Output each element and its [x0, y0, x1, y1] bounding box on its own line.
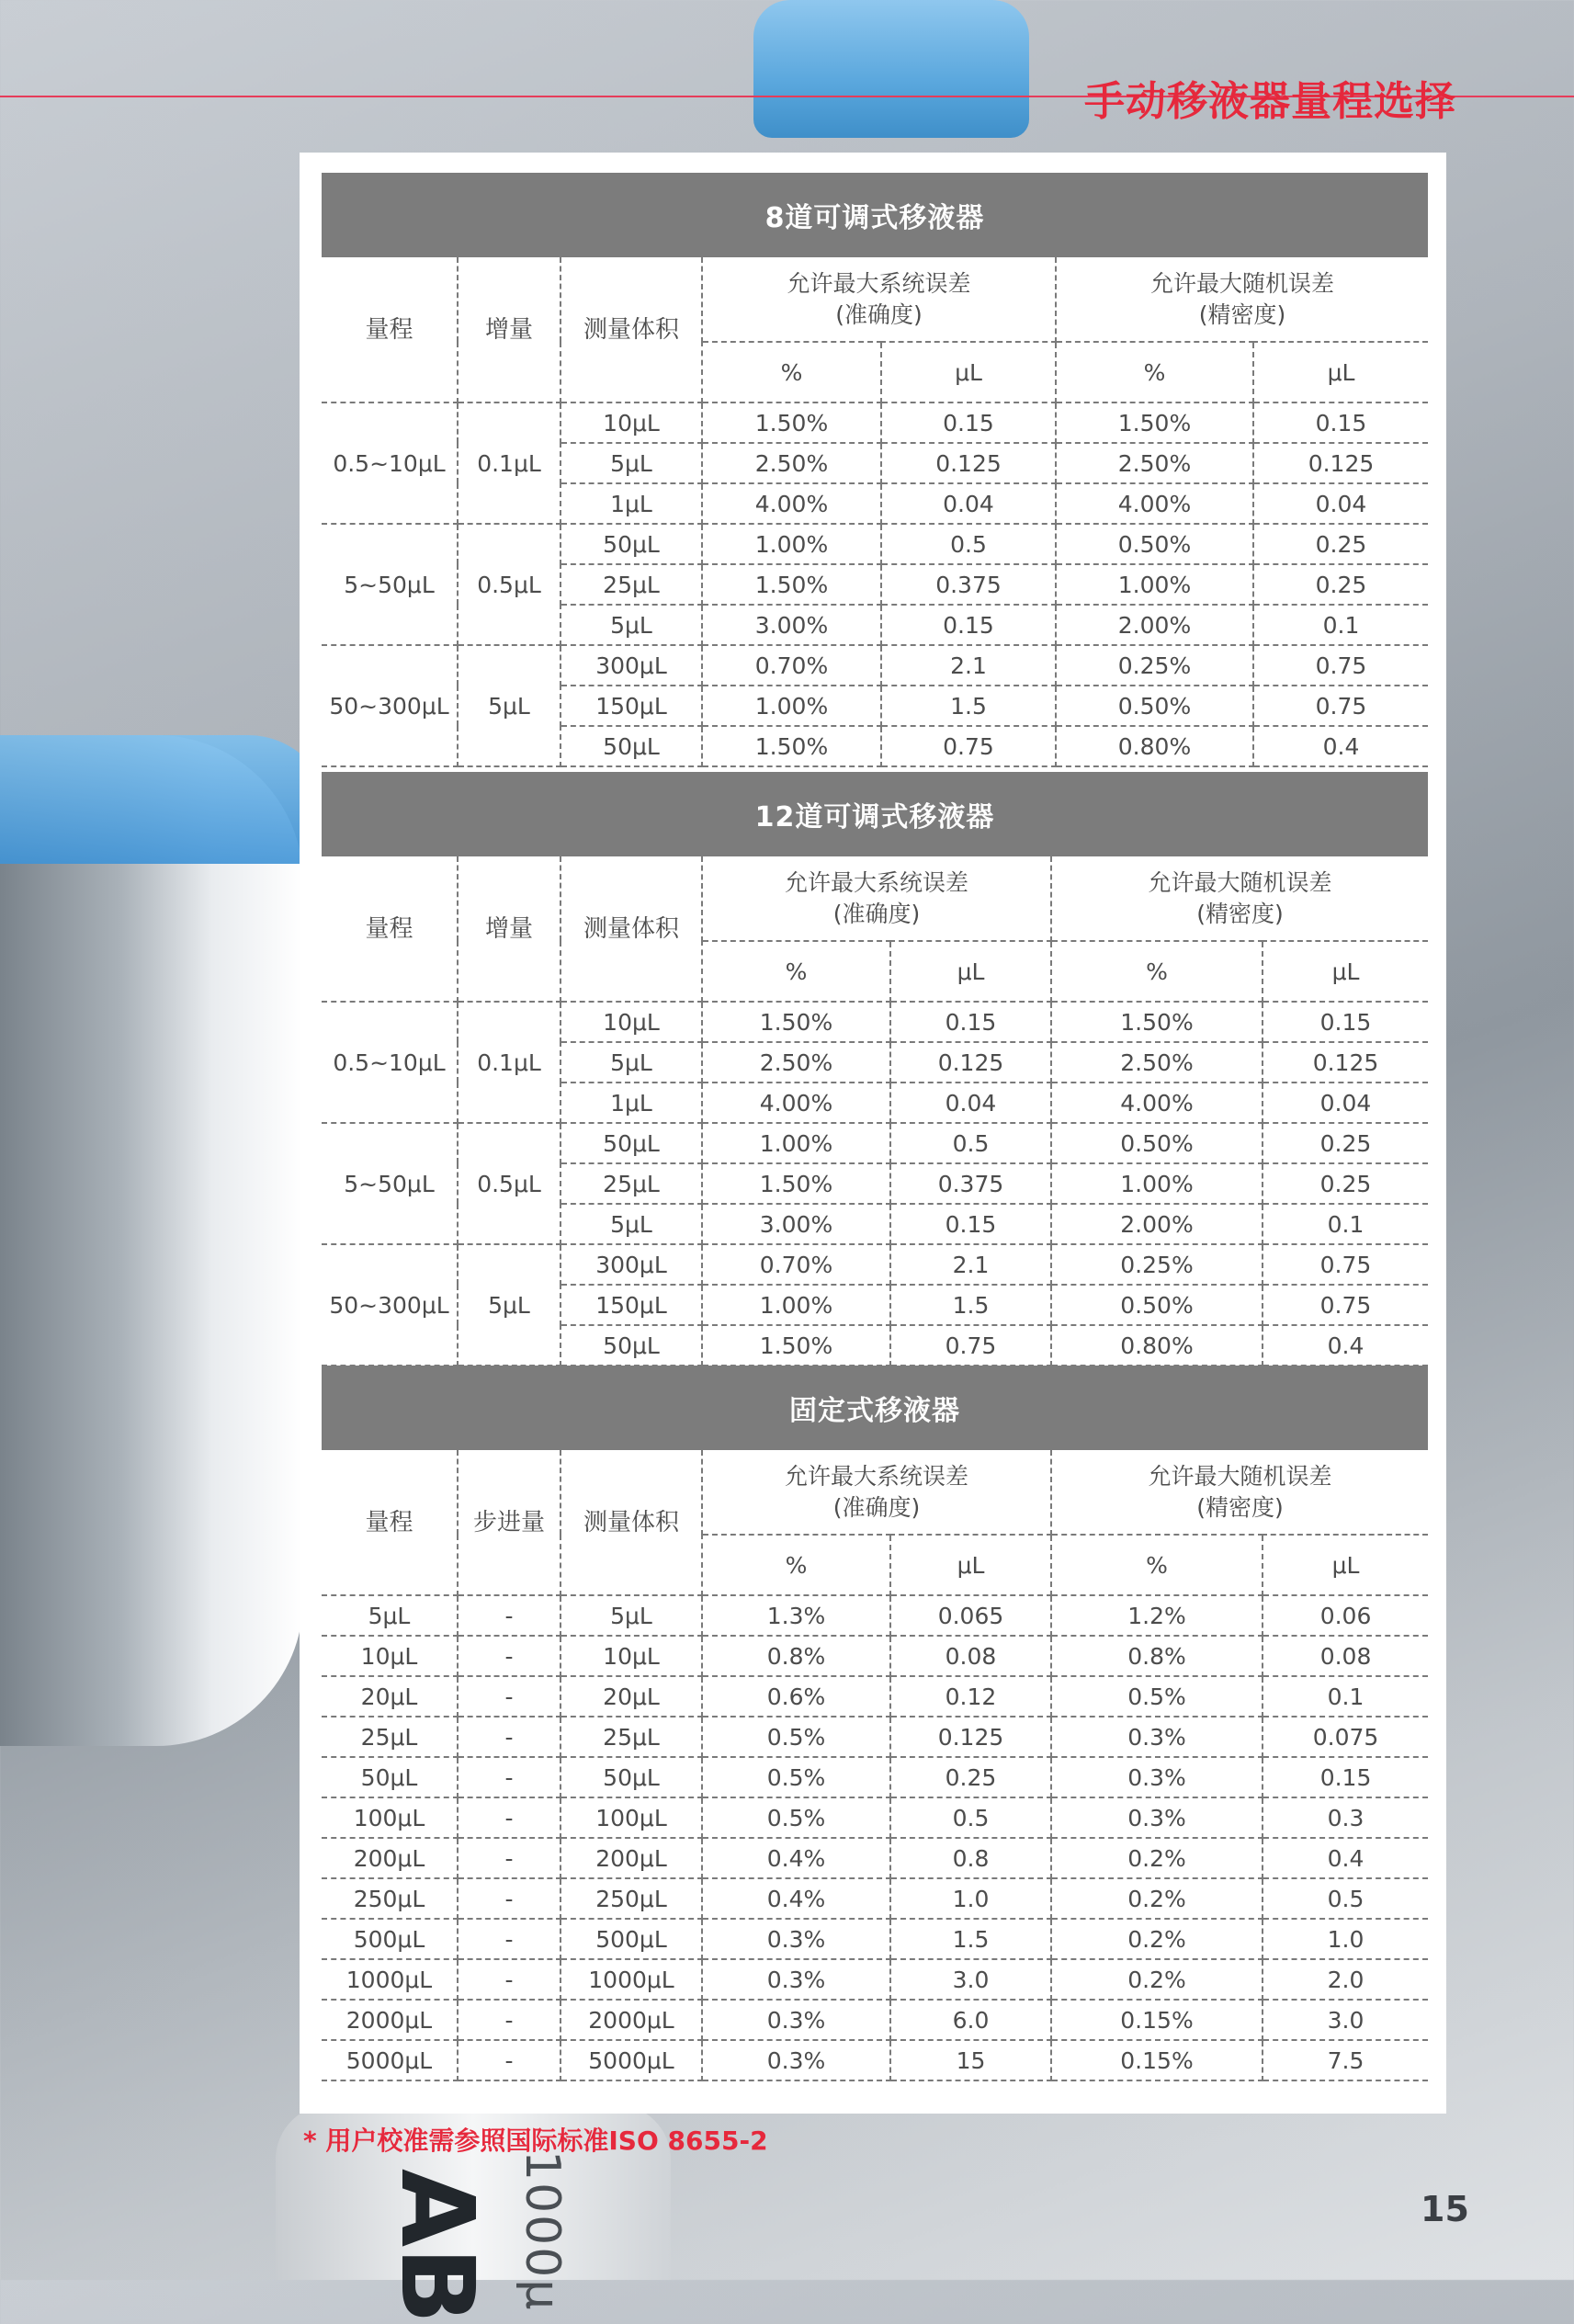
cell-random-ul: 0.25	[1253, 564, 1428, 605]
cell-measure-volume: 25μL	[561, 1717, 702, 1757]
table-row	[322, 1244, 1428, 1285]
cell-measure-volume: 25μL	[561, 1163, 702, 1204]
cell-random-percent: 0.3%	[1051, 1717, 1263, 1757]
cell-systematic-ul: 0.25	[890, 1757, 1051, 1797]
table-row	[322, 402, 1428, 443]
cell-step: -	[458, 1959, 561, 2000]
cell-random-percent: 0.5%	[1051, 1676, 1263, 1717]
cell-measure-volume: 50μL	[561, 524, 702, 564]
cell-measure-volume: 250μL	[561, 1878, 702, 1919]
header-random-error-label: 允许最大随机误差	[1148, 1462, 1332, 1490]
cell-random-percent: 0.80%	[1056, 726, 1253, 766]
cell-systematic-percent: 2.50%	[702, 1042, 890, 1083]
cell-systematic-percent: 0.3%	[702, 1959, 890, 2000]
cell-random-ul: 0.15	[1253, 402, 1428, 443]
cell-range: 250μL	[322, 1878, 458, 1919]
cell-measure-volume: 100μL	[561, 1797, 702, 1838]
cell-systematic-ul: 0.15	[881, 402, 1056, 443]
cell-systematic-percent: 1.50%	[702, 1002, 890, 1042]
cell-systematic-ul: 0.15	[881, 605, 1056, 645]
page-number: 15	[1421, 2189, 1469, 2229]
pipette-spec-table	[322, 772, 1428, 1366]
cell-measure-volume: 20μL	[561, 1676, 702, 1717]
cell-systematic-percent: 0.8%	[702, 1636, 890, 1676]
cell-random-ul: 0.75	[1253, 686, 1428, 726]
header-accuracy-label: (准确度)	[832, 900, 921, 927]
cell-measure-volume: 1μL	[561, 483, 702, 524]
table-row	[322, 524, 1428, 564]
cell-measure-volume: 5μL	[561, 1042, 702, 1083]
header-systematic-error	[702, 257, 1056, 342]
cell-measure-volume: 300μL	[561, 645, 702, 686]
cell-range: 5~50μL	[322, 524, 458, 645]
cell-systematic-percent: 0.4%	[702, 1878, 890, 1919]
table-row	[322, 2040, 1428, 2080]
cell-measure-volume: 50μL	[561, 1123, 702, 1163]
table-row	[322, 1797, 1428, 1838]
table-row	[322, 1595, 1428, 1636]
cell-systematic-ul: 1.5	[890, 1919, 1051, 1959]
table-title: 8道可调式移液器	[322, 173, 1428, 257]
table-row	[322, 1838, 1428, 1878]
table-title: 固定式移液器	[322, 1366, 1428, 1450]
cell-random-ul: 0.06	[1263, 1595, 1428, 1636]
header-range: 量程	[322, 257, 458, 402]
header-systematic-ul: μL	[890, 1535, 1051, 1595]
cell-range: 200μL	[322, 1838, 458, 1878]
cell-systematic-ul: 2.1	[881, 645, 1056, 686]
cell-step: -	[458, 2000, 561, 2040]
cell-systematic-percent: 3.00%	[702, 605, 881, 645]
cell-step: -	[458, 1757, 561, 1797]
cell-systematic-percent: 0.3%	[702, 2040, 890, 2080]
cell-random-percent: 0.50%	[1056, 524, 1253, 564]
cell-systematic-ul: 2.1	[890, 1244, 1051, 1285]
cell-step: -	[458, 1838, 561, 1878]
header-precision-label: (精密度)	[1196, 1493, 1284, 1521]
table-row	[322, 1757, 1428, 1797]
header-systematic-percent: %	[702, 1535, 890, 1595]
cell-measure-volume: 5000μL	[561, 2040, 702, 2080]
header-random-error-label: 允许最大随机误差	[1148, 868, 1332, 896]
cell-systematic-ul: 0.04	[881, 483, 1056, 524]
cell-random-percent: 0.15%	[1051, 2000, 1263, 2040]
cell-systematic-percent: 1.00%	[702, 686, 881, 726]
cell-measure-volume: 300μL	[561, 1244, 702, 1285]
cell-step: -	[458, 1878, 561, 1919]
cell-range: 2000μL	[322, 2000, 458, 2040]
cell-measure-volume: 2000μL	[561, 2000, 702, 2040]
cell-random-ul: 0.75	[1263, 1244, 1428, 1285]
cell-random-percent: 2.00%	[1051, 1204, 1263, 1244]
cell-random-percent: 2.50%	[1056, 443, 1253, 483]
cell-measure-volume: 50μL	[561, 1757, 702, 1797]
cell-range: 5~50μL	[322, 1123, 458, 1244]
cell-systematic-ul: 0.08	[890, 1636, 1051, 1676]
pipette-spec-table	[322, 173, 1428, 767]
cell-systematic-percent: 3.00%	[702, 1204, 890, 1244]
cell-systematic-ul: 15	[890, 2040, 1051, 2080]
header-volume: 测量体积	[561, 1450, 702, 1595]
section-title: 手动移液器量程选择	[1084, 78, 1456, 125]
cell-measure-volume: 10μL	[561, 1636, 702, 1676]
cell-range: 50~300μL	[322, 645, 458, 766]
cell-random-percent: 0.2%	[1051, 1919, 1263, 1959]
cell-random-ul: 0.75	[1253, 645, 1428, 686]
cell-systematic-percent: 1.50%	[702, 1163, 890, 1204]
cell-systematic-ul: 1.5	[890, 1285, 1051, 1325]
header-precision-label: (精密度)	[1198, 300, 1286, 328]
header-random-percent: %	[1051, 941, 1263, 1002]
cell-measure-volume: 5μL	[561, 1595, 702, 1636]
cell-random-percent: 0.3%	[1051, 1757, 1263, 1797]
cell-range: 25μL	[322, 1717, 458, 1757]
table-row	[322, 1002, 1428, 1042]
cell-random-percent: 0.2%	[1051, 1878, 1263, 1919]
cell-random-ul: 3.0	[1263, 2000, 1428, 2040]
cell-random-percent: 1.50%	[1056, 402, 1253, 443]
cell-range: 0.5~10μL	[322, 402, 458, 524]
cell-systematic-ul: 1.0	[890, 1878, 1051, 1919]
cell-random-percent: 0.2%	[1051, 1838, 1263, 1878]
table-12-channel	[322, 772, 1428, 1366]
cell-measure-volume: 10μL	[561, 402, 702, 443]
cell-step: 0.1μL	[458, 1002, 561, 1123]
cell-systematic-ul: 0.04	[890, 1083, 1051, 1123]
cell-range: 5000μL	[322, 2040, 458, 2080]
header-systematic-ul: μL	[890, 941, 1051, 1002]
cell-random-ul: 2.0	[1263, 1959, 1428, 2000]
background-pipette-trigger	[0, 735, 331, 864]
cell-random-ul: 0.15	[1263, 1002, 1428, 1042]
cell-random-ul: 0.25	[1263, 1123, 1428, 1163]
cell-random-ul: 0.04	[1253, 483, 1428, 524]
header-random-error	[1051, 1450, 1428, 1535]
cell-range: 10μL	[322, 1636, 458, 1676]
cell-random-ul: 1.0	[1263, 1919, 1428, 1959]
cell-measure-volume: 5μL	[561, 443, 702, 483]
header-systematic-percent: %	[702, 342, 881, 402]
cell-step: 5μL	[458, 645, 561, 766]
table-row	[322, 1717, 1428, 1757]
cell-systematic-percent: 1.50%	[702, 1325, 890, 1366]
background-pipette-grip	[0, 735, 303, 1746]
header-precision-label: (精密度)	[1196, 900, 1284, 927]
cell-random-percent: 0.3%	[1051, 1797, 1263, 1838]
cell-step: 0.5μL	[458, 1123, 561, 1244]
cell-systematic-percent: 1.50%	[702, 564, 881, 605]
cell-systematic-ul: 0.5	[890, 1123, 1051, 1163]
cell-random-ul: 0.08	[1263, 1636, 1428, 1676]
cell-random-percent: 4.00%	[1056, 483, 1253, 524]
header-random-ul: μL	[1263, 1535, 1428, 1595]
table-row	[322, 1123, 1428, 1163]
cell-range: 50~300μL	[322, 1244, 458, 1366]
cell-measure-volume: 50μL	[561, 726, 702, 766]
cell-systematic-ul: 0.375	[890, 1163, 1051, 1204]
header-range: 量程	[322, 856, 458, 1002]
cell-random-ul: 0.15	[1263, 1757, 1428, 1797]
pipette-volume-marking: 1000μ	[515, 2150, 570, 2312]
cell-step: -	[458, 1636, 561, 1676]
cell-measure-volume: 1000μL	[561, 1959, 702, 2000]
cell-systematic-ul: 0.5	[881, 524, 1056, 564]
cell-systematic-ul: 0.15	[890, 1204, 1051, 1244]
cell-systematic-ul: 0.8	[890, 1838, 1051, 1878]
cell-random-ul: 0.125	[1263, 1042, 1428, 1083]
cell-range: 5μL	[322, 1595, 458, 1636]
cell-measure-volume: 5μL	[561, 605, 702, 645]
cell-systematic-percent: 0.5%	[702, 1757, 890, 1797]
cell-random-percent: 2.50%	[1051, 1042, 1263, 1083]
cell-systematic-ul: 0.065	[890, 1595, 1051, 1636]
cell-measure-volume: 25μL	[561, 564, 702, 605]
cell-systematic-percent: 0.6%	[702, 1676, 890, 1717]
header-accuracy-label: (准确度)	[832, 1493, 921, 1521]
header-systematic-error	[702, 1450, 1051, 1535]
pipette-spec-table	[322, 1366, 1428, 2081]
header-volume: 测量体积	[561, 856, 702, 1002]
header-systematic-error-label: 允许最大系统误差	[784, 868, 968, 896]
header-accuracy-label: (准确度)	[835, 300, 923, 328]
cell-random-ul: 0.075	[1263, 1717, 1428, 1757]
cell-step: -	[458, 1676, 561, 1717]
cell-step: 0.1μL	[458, 402, 561, 524]
cell-range: 20μL	[322, 1676, 458, 1717]
cell-step: -	[458, 1797, 561, 1838]
cell-random-ul: 0.75	[1263, 1285, 1428, 1325]
cell-random-percent: 1.2%	[1051, 1595, 1263, 1636]
cell-systematic-percent: 1.00%	[702, 524, 881, 564]
cell-systematic-ul: 0.75	[890, 1325, 1051, 1366]
cell-measure-volume: 1μL	[561, 1083, 702, 1123]
table-row	[322, 1676, 1428, 1717]
header-step: 步进量	[458, 1450, 561, 1595]
header-random-error	[1051, 856, 1428, 941]
cell-systematic-ul: 1.5	[881, 686, 1056, 726]
cell-random-ul: 0.125	[1253, 443, 1428, 483]
cell-random-percent: 0.25%	[1056, 645, 1253, 686]
cell-random-percent: 0.80%	[1051, 1325, 1263, 1366]
table-fixed-volume	[322, 1366, 1428, 2081]
cell-range: 100μL	[322, 1797, 458, 1838]
header-random-percent: %	[1051, 1535, 1263, 1595]
cell-systematic-percent: 4.00%	[702, 483, 881, 524]
cell-random-percent: 0.15%	[1051, 2040, 1263, 2080]
cell-random-percent: 0.50%	[1051, 1123, 1263, 1163]
header-systematic-percent: %	[702, 941, 890, 1002]
cell-systematic-percent: 1.50%	[702, 402, 881, 443]
cell-step: -	[458, 2040, 561, 2080]
cell-systematic-ul: 0.5	[890, 1797, 1051, 1838]
content-panel	[300, 153, 1446, 2114]
cell-random-ul: 0.1	[1253, 605, 1428, 645]
cell-random-ul: 0.4	[1263, 1325, 1428, 1366]
header-systematic-error-label: 允许最大系统误差	[784, 1462, 968, 1490]
cell-random-ul: 0.3	[1263, 1797, 1428, 1838]
cell-systematic-percent: 2.50%	[702, 443, 881, 483]
cell-systematic-ul: 0.15	[890, 1002, 1051, 1042]
header-systematic-ul: μL	[881, 342, 1056, 402]
header-random-ul: μL	[1263, 941, 1428, 1002]
table-row	[322, 1959, 1428, 2000]
header-random-percent: %	[1056, 342, 1253, 402]
cell-systematic-ul: 0.125	[890, 1042, 1051, 1083]
cell-systematic-percent: 0.70%	[702, 645, 881, 686]
cell-random-percent: 0.8%	[1051, 1636, 1263, 1676]
cell-random-ul: 0.1	[1263, 1676, 1428, 1717]
cell-random-ul: 0.4	[1253, 726, 1428, 766]
cell-random-ul: 0.4	[1263, 1838, 1428, 1878]
cell-systematic-ul: 0.125	[881, 443, 1056, 483]
header-systematic-error	[702, 856, 1051, 941]
background-pipette-cap	[753, 0, 1029, 138]
pipette-brand-logo: AB	[379, 2169, 496, 2324]
cell-systematic-percent: 0.3%	[702, 1919, 890, 1959]
cell-step: 5μL	[458, 1244, 561, 1366]
header-random-ul: μL	[1253, 342, 1428, 402]
cell-systematic-ul: 0.12	[890, 1676, 1051, 1717]
cell-step: -	[458, 1717, 561, 1757]
cell-random-percent: 0.2%	[1051, 1959, 1263, 2000]
cell-systematic-ul: 0.375	[881, 564, 1056, 605]
cell-measure-volume: 500μL	[561, 1919, 702, 1959]
header-range: 量程	[322, 1450, 458, 1595]
cell-systematic-ul: 0.75	[881, 726, 1056, 766]
cell-systematic-ul: 6.0	[890, 2000, 1051, 2040]
cell-systematic-percent: 1.3%	[702, 1595, 890, 1636]
header-volume: 测量体积	[561, 257, 702, 402]
cell-random-percent: 0.50%	[1056, 686, 1253, 726]
table-row	[322, 645, 1428, 686]
cell-step: -	[458, 1595, 561, 1636]
cell-random-percent: 0.25%	[1051, 1244, 1263, 1285]
cell-systematic-percent: 0.70%	[702, 1244, 890, 1285]
cell-measure-volume: 150μL	[561, 1285, 702, 1325]
cell-step: -	[458, 1919, 561, 1959]
cell-systematic-percent: 1.00%	[702, 1123, 890, 1163]
cell-systematic-percent: 1.50%	[702, 726, 881, 766]
table-row	[322, 1878, 1428, 1919]
header-random-error-label: 允许最大随机误差	[1149, 269, 1334, 297]
cell-random-percent: 1.00%	[1051, 1163, 1263, 1204]
cell-random-ul: 0.5	[1263, 1878, 1428, 1919]
cell-range: 0.5~10μL	[322, 1002, 458, 1123]
cell-systematic-percent: 4.00%	[702, 1083, 890, 1123]
cell-random-ul: 0.25	[1263, 1163, 1428, 1204]
cell-random-ul: 7.5	[1263, 2040, 1428, 2080]
cell-measure-volume: 200μL	[561, 1838, 702, 1878]
cell-measure-volume: 5μL	[561, 1204, 702, 1244]
header-step: 增量	[458, 257, 561, 402]
cell-range: 1000μL	[322, 1959, 458, 2000]
cell-random-percent: 2.00%	[1056, 605, 1253, 645]
cell-systematic-percent: 0.5%	[702, 1717, 890, 1757]
cell-systematic-percent: 1.00%	[702, 1285, 890, 1325]
table-row	[322, 1919, 1428, 1959]
table-row	[322, 1636, 1428, 1676]
cell-random-percent: 1.50%	[1051, 1002, 1263, 1042]
cell-systematic-percent: 0.4%	[702, 1838, 890, 1878]
cell-random-ul: 0.25	[1253, 524, 1428, 564]
cell-systematic-percent: 0.3%	[702, 2000, 890, 2040]
cell-random-percent: 4.00%	[1051, 1083, 1263, 1123]
cell-range: 50μL	[322, 1757, 458, 1797]
cell-systematic-ul: 3.0	[890, 1959, 1051, 2000]
header-step: 增量	[458, 856, 561, 1002]
header-systematic-error-label: 允许最大系统误差	[787, 269, 971, 297]
header-random-error	[1056, 257, 1428, 342]
cell-random-percent: 1.00%	[1056, 564, 1253, 605]
table-row	[322, 2000, 1428, 2040]
cell-random-ul: 0.1	[1263, 1204, 1428, 1244]
cell-measure-volume: 150μL	[561, 686, 702, 726]
cell-measure-volume: 10μL	[561, 1002, 702, 1042]
cell-systematic-ul: 0.125	[890, 1717, 1051, 1757]
calibration-footnote: * 用户校准需参照国际标准ISO 8655-2	[303, 2126, 768, 2156]
cell-random-ul: 0.04	[1263, 1083, 1428, 1123]
cell-measure-volume: 50μL	[561, 1325, 702, 1366]
cell-step: 0.5μL	[458, 524, 561, 645]
table-title: 12道可调式移液器	[322, 772, 1428, 856]
cell-random-percent: 0.50%	[1051, 1285, 1263, 1325]
table-8-channel	[322, 173, 1428, 767]
cell-systematic-percent: 0.5%	[702, 1797, 890, 1838]
cell-range: 500μL	[322, 1919, 458, 1959]
